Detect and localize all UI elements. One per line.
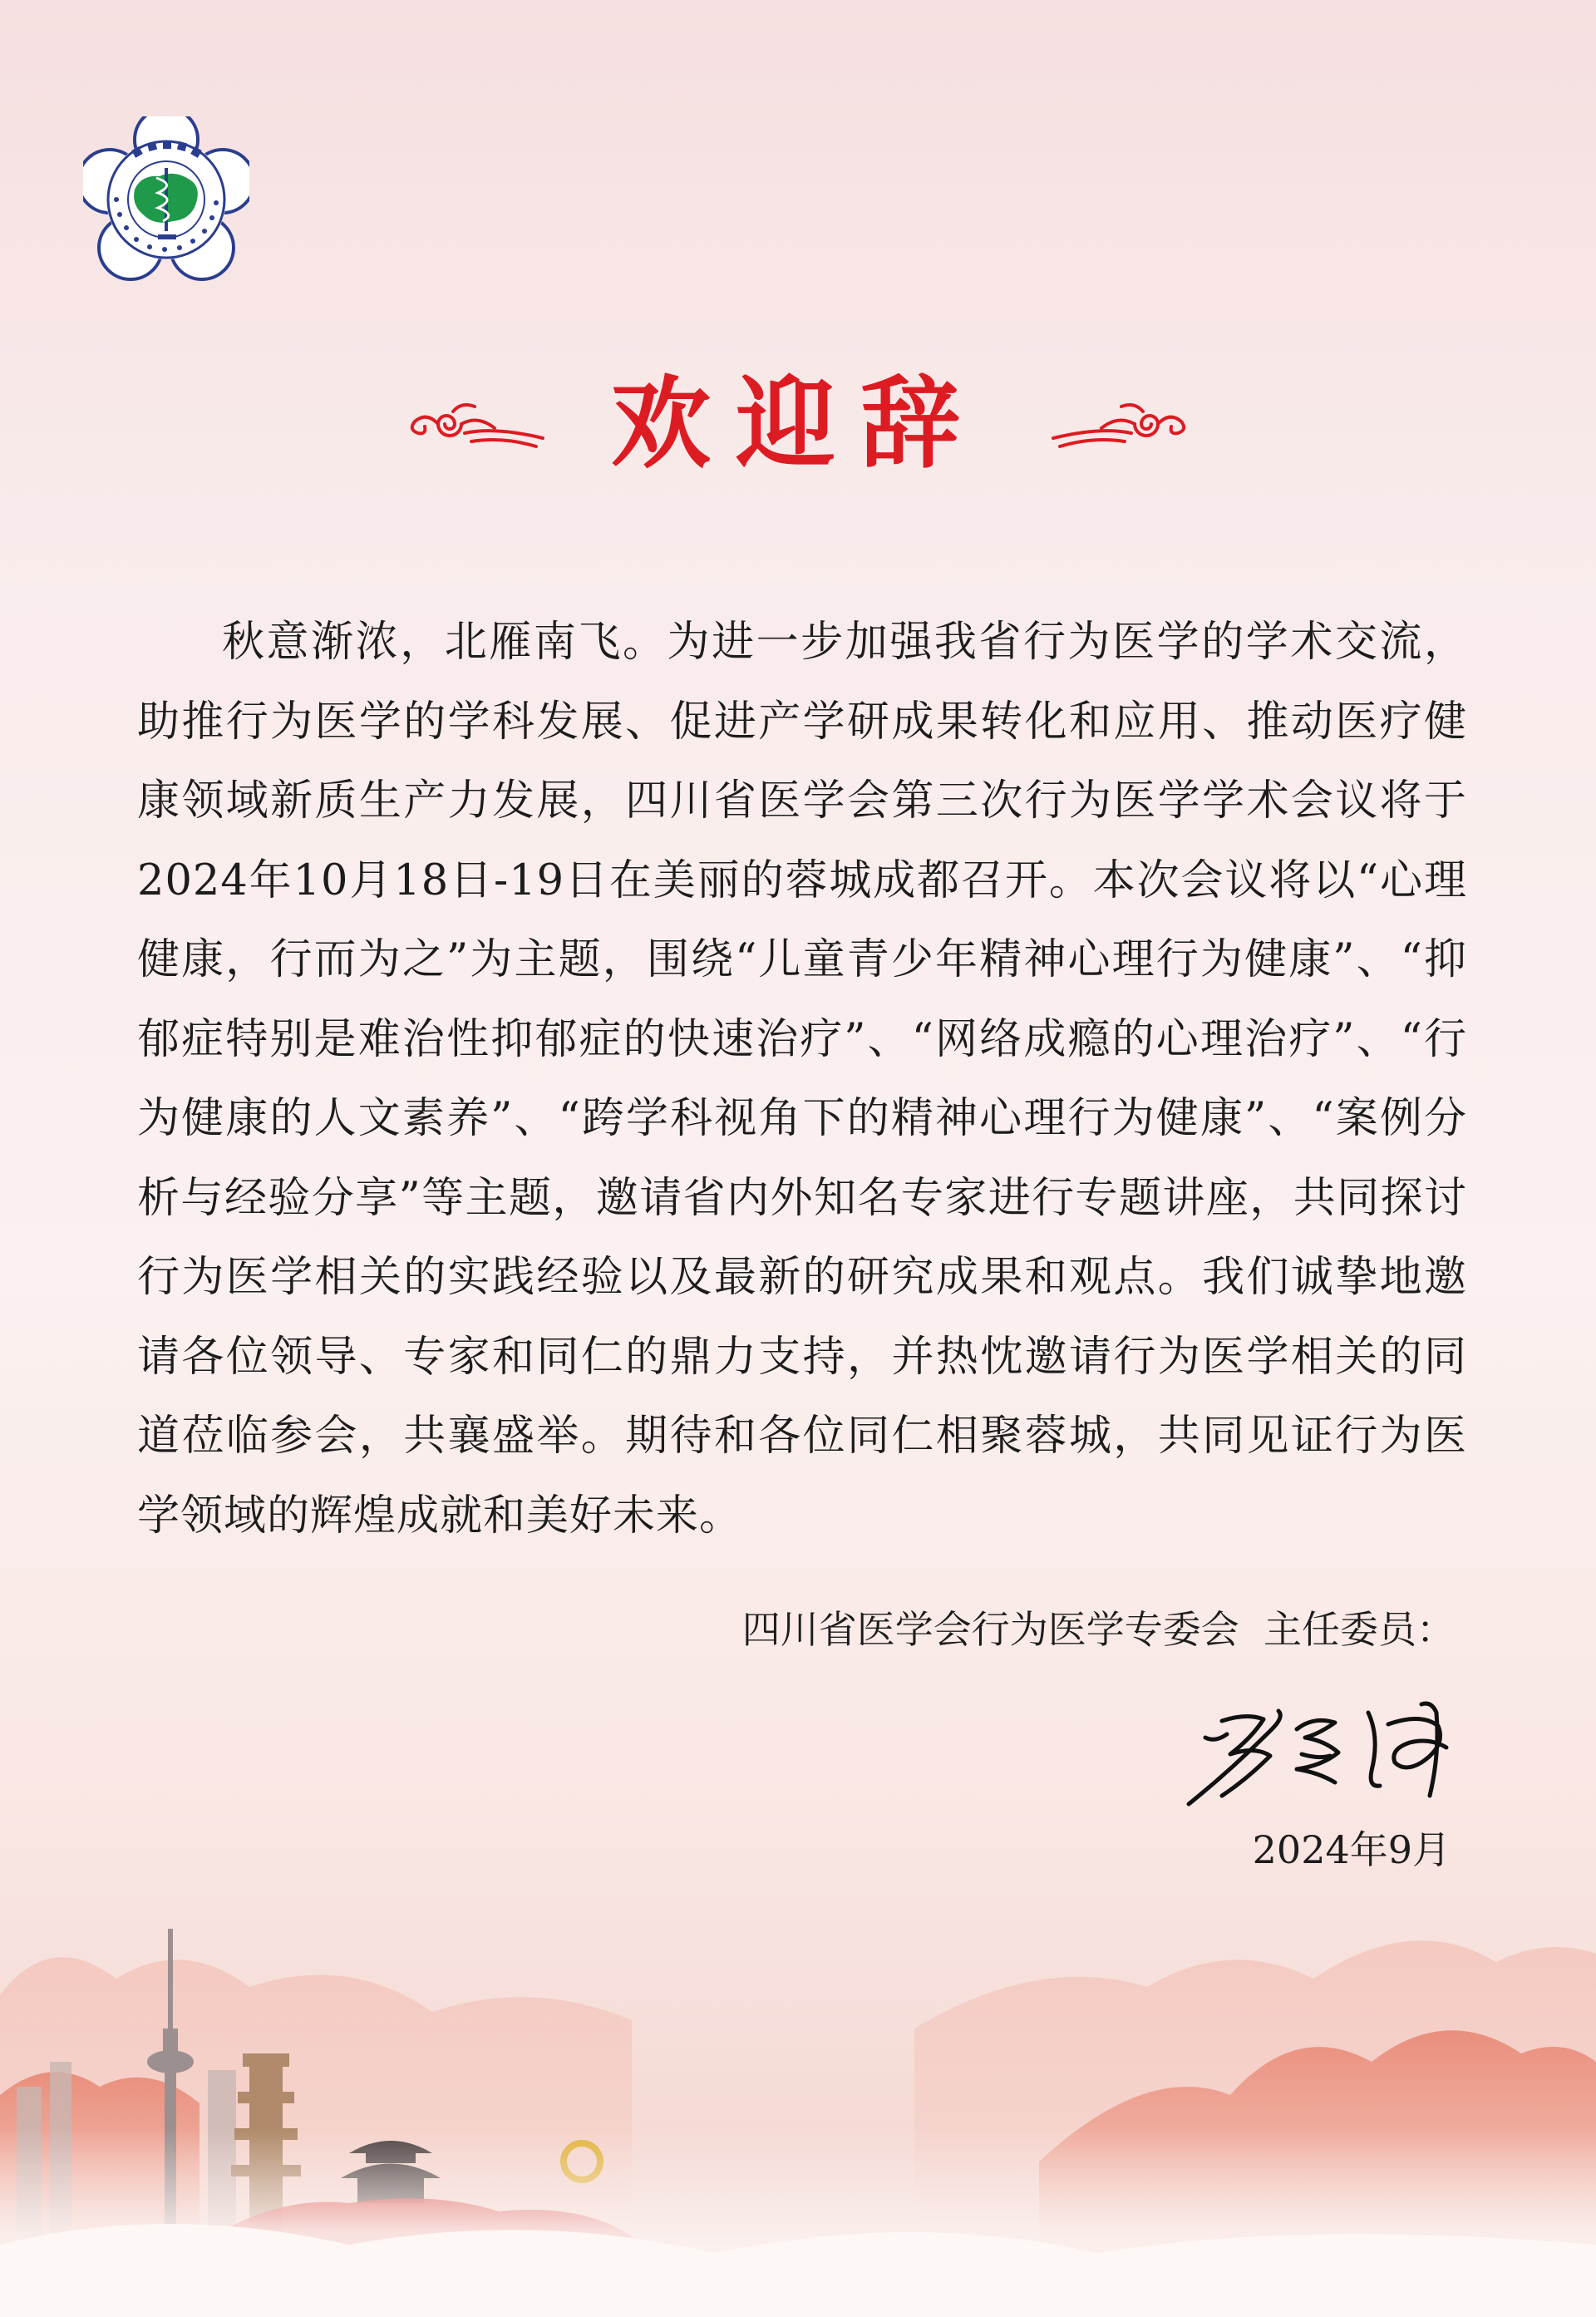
signoff-date: 2024年9月 (1252, 1827, 1451, 1872)
chengdu-landscape-illustration (0, 1812, 1596, 2317)
title-row (0, 349, 1596, 499)
page-title: 欢迎辞 (611, 365, 985, 482)
signoff-role: 主任委员： (1264, 1607, 1455, 1652)
sichuan-medical-association-logo (83, 116, 249, 283)
signoff-organization: 四川省医学会行为医学专委会 (741, 1607, 1239, 1652)
cloud-ornament-right-icon (1052, 387, 1193, 461)
association-emblem-icon (83, 116, 249, 283)
cloud-ornament-left-icon (403, 387, 544, 461)
signoff-line (742, 1600, 1455, 1659)
welcome-message-body: 秋意渐浓，北雁南飞。为进一步加强我省行为医学的学术交流，助推行为医学的学科发展、促进产学研成果转化和应用、推动医疗健康领域新质生产力发展，四川省医学会第三次行为医学学术会议将于2024年10月18日-19日在美丽的蓉城成都召开。本次会议将以“心理健康，行而为之”为主题，围绕“儿童青少年精神心理行为健康”、“抑郁症特别是难治性抑郁症的快速治疗”、“网络成瘾的心理治疗”、“行为健康的人文素养”、“跨学科视角下的精神心理行为健康”、“案例分析与经验分享”等主题，邀请省内外知名专家进行专题讲座，共同探讨行为医学相关的实践经验以及最新的研究成果和观点。我们诚挚地邀请各位领导、专家和同仁的鼎力支持，并热忱邀请行为医学相关的同道莅临参会，共襄盛举。期待和各位同仁相聚蓉城，共同见证行为医学领域的辉煌成就和美好未来。 (137, 618, 1467, 1541)
handwritten-signature (1172, 1679, 1488, 1821)
